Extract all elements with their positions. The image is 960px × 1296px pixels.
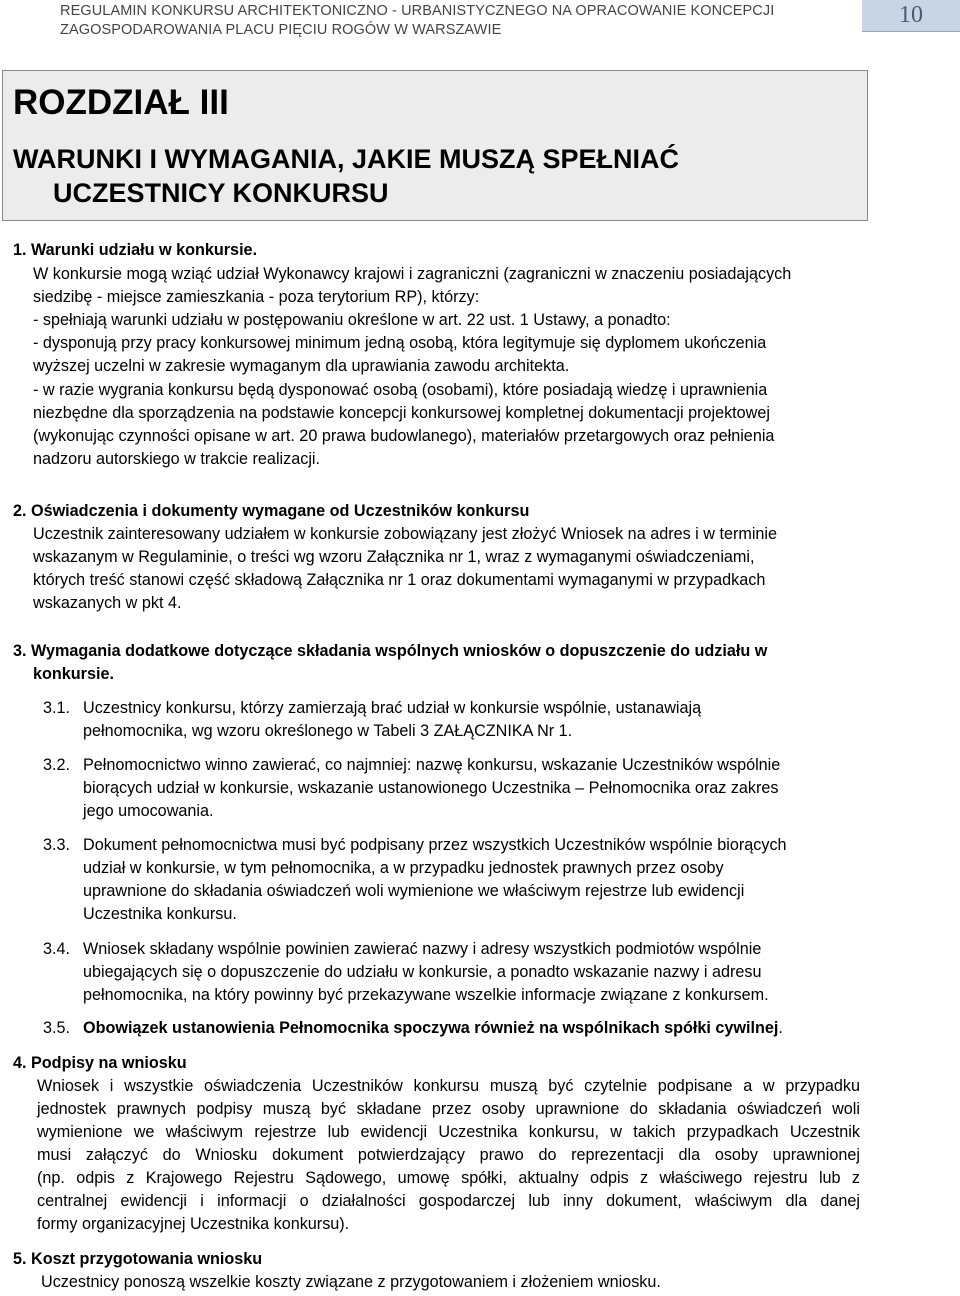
chapter-title: WARUNKI I WYMAGANIA, JAKIE MUSZĄ SPEŁNIAĆ [13, 144, 680, 174]
item-line: biorących udział w konkursie, wskazanie ustanowionego Uczestnika – Pełnomocnika oraz zakres [83, 779, 779, 797]
item-line: Uczestnika konkursu. [83, 905, 237, 923]
paragraph-line: niezbędne dla sporządzenia na podstawie koncepcji konkursowej kompletnej dokumentacji projektowej [33, 404, 770, 422]
item-line: Uczestnicy konkursu, którzy zamierzają brać udział w konkursie wspólnie, ustanawiają [83, 699, 702, 717]
paragraph-line: - spełniają warunki udziału w postępowaniu określone w art. 22 ust. 1 Ustawy, a ponadto: [33, 311, 671, 329]
item-tail: . [778, 1019, 783, 1037]
chapter-number: ROZDZIAŁ III [13, 83, 229, 122]
item-number: 3.2. [43, 756, 71, 774]
item-number: 3.1. [43, 699, 71, 717]
paragraph-line: (np. odpis z Krajowego Rejestru Sądowego, umowę spółki, aktualny odpis z właściwego rejestru lub z [37, 1169, 860, 1187]
item-number: 3.3. [43, 836, 71, 854]
section-heading: 3. Wymagania dodatkowe dotyczące składania wspólnych wniosków o dopuszczenie do udziału w [13, 642, 768, 660]
paragraph-line: siedzibę - miejsce zamieszkania - poza terytorium RP), którzy: [33, 288, 480, 306]
item-line: udział w konkursie, w tym pełnomocnika, a w przypadku jednostek prawnych przez osoby [83, 859, 724, 877]
paragraph-line: formy organizacyjnej Uczestnika konkursu). [37, 1215, 350, 1233]
paragraph-line: - dysponują przy pracy konkursowej minimum jedną osobą, która legitymuje się dyplomem ukończenia [33, 334, 767, 352]
header-line: REGULAMIN KONKURSU ARCHITEKTONICZNO - URBANISTYCZNEGO NA OPRACOWANIE KONCEPCJI [60, 3, 775, 19]
paragraph-line: wyższej uczelni w zakresie wymaganym dla uprawiania zawodu architekta. [33, 357, 570, 375]
header-text [60, 2, 850, 40]
item-emphasis: Obowiązek ustanowienia Pełnomocnika spoczywa również na wspólnikach spółki cywilnej [83, 1019, 779, 1037]
paragraph-line: wskazanych w pkt 4. [33, 594, 182, 612]
item-line: pełnomocnika, wg wzoru określonego w Tabeli 3 ZAŁĄCZNIKA Nr 1. [83, 722, 573, 740]
paragraph-line: centralnej ewidencji i informacji o działalności gospodarczej lub inny dokument, właściwym dla danej [37, 1192, 860, 1210]
paragraph-line: Wniosek i wszystkie oświadczenia Uczestników konkursu muszą być czytelnie podpisane a w przypadku [37, 1077, 860, 1095]
paragraph-line: musi załączyć do Wniosku dokument potwierdzający prawo do reprezentacji dla osoby uprawnionej [37, 1146, 860, 1164]
section-heading: 2. Oświadczenia i dokumenty wymagane od Uczestników konkursu [13, 502, 530, 520]
paragraph-line: (wykonując czynności opisane w art. 20 prawa budowlanego), materiałów przetargowych oraz pełnienia [33, 427, 775, 445]
paragraph-line: Uczestnik zainteresowany udziałem w konkursie zobowiązany jest złożyć Wniosek na adres i w terminie [33, 525, 778, 543]
section-heading: 4. Podpisy na wniosku [13, 1054, 187, 1072]
paragraph-line: Uczestnicy ponoszą wszelkie koszty związane z przygotowaniem i złożeniem wniosku. [41, 1273, 661, 1291]
item-line [83, 1017, 783, 1040]
item-number: 3.4. [43, 940, 71, 958]
item-line: pełnomocnika, na który powinny być przekazywane wszelkie informacje związane z konkursem. [83, 986, 769, 1004]
item-line: Pełnomocnictwo winno zawierać, co najmniej: nazwę konkursu, wskazanie Uczestników wspólnie [83, 756, 781, 774]
item-line: ubiegających się o dopuszczenie do udziału w konkursie, a ponadto wskazanie nazwy i adresu [83, 963, 762, 981]
paragraph-line: których treść stanowi część składową Załącznika nr 1 oraz dokumentami wymaganymi w przypadkach [33, 571, 766, 589]
item-line: jego umocowania. [83, 802, 214, 820]
paragraph-line: jednostek prawnych podpisy muszą być składane przez osoby uprawnione do składania oświadczeń woli [37, 1100, 860, 1118]
page-number: 10 [862, 0, 960, 32]
paragraph-line: - w razie wygrania konkursu będą dysponować osobą (osobami), które posiadają wiedzę i uprawnienia [33, 381, 768, 399]
item-number: 3.5. [43, 1019, 71, 1037]
chapter-title: UCZESTNICY KONKURSU [53, 178, 389, 208]
chapter-title-box [2, 70, 868, 221]
paragraph-line: wskazanym w Regulaminie, o treści wg wzoru Załącznika nr 1, wraz z wymaganymi oświadczeniami, [33, 548, 755, 566]
header-line: ZAGOSPODAROWANIA PLACU PIĘCIU ROGÓW W WARSZAWIE [60, 22, 502, 38]
item-line: uprawnione do składania oświadczeń woli wymienione we właściwym rejestrze lub ewidencji [83, 882, 745, 900]
paragraph-line: wymienione we właściwym rejestrze lub ewidencji Uczestnika konkursu, w takich przypadkach Uczestnik [37, 1123, 860, 1141]
section-heading: 1. Warunki udziału w konkursie. [13, 241, 258, 259]
section-heading: 5. Koszt przygotowania wniosku [13, 1250, 263, 1268]
item-line: Dokument pełnomocnictwa musi być podpisany przez wszystkich Uczestników wspólnie biorących [83, 836, 787, 854]
paragraph-line: W konkursie mogą wziąć udział Wykonawcy krajowi i zagraniczni (zagraniczni w znaczeniu posiadających [33, 265, 792, 283]
item-line: Wniosek składany wspólnie powinien zawierać nazwy i adresy wszystkich podmiotów wspólnie [83, 940, 762, 958]
paragraph-line: nadzoru autorskiego w trakcie realizacji. [33, 450, 321, 468]
section-heading: konkursie. [33, 665, 114, 683]
